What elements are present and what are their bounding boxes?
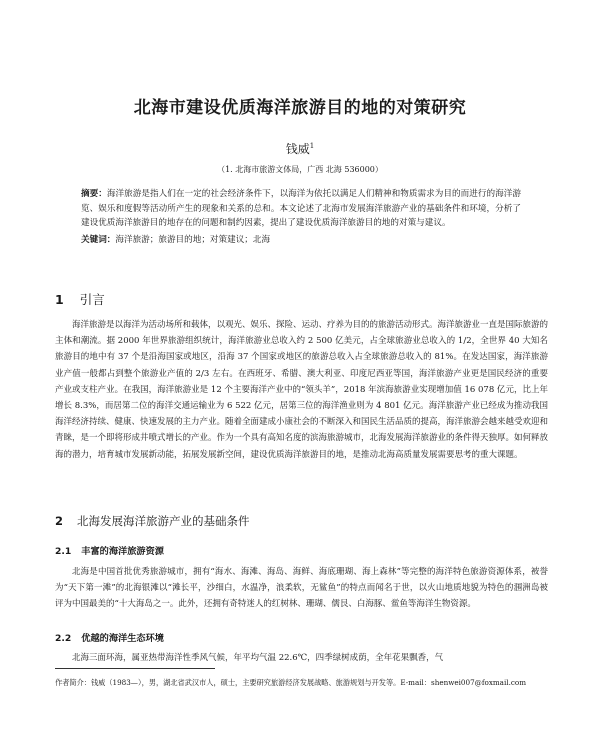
author-footnote: 作者简介：钱威（1983—），男，湖北省武汉市人，硕士，主要研究旅游经济发展战略、旅游规划与开发等。E-mail：shenwei007@foxmail.com	[55, 678, 527, 687]
author-marker: 1	[309, 142, 315, 150]
subsection-2-2-number: 2.2	[55, 633, 72, 644]
abstract-label: 摘要：	[81, 189, 107, 199]
section-1-title: 引言	[79, 292, 105, 307]
abstract-text: 海洋旅游是指人们在一定的社会经济条件下，以海洋为依托以满足人们精神和物质需求为目的而进行的海洋游览、娱乐和度假等活动所产生的现象和关系的总和。本文论述了北海市发展海洋旅游产业的基础条件和环境，分析了建设优质海洋旅游目的地存在的问题和制约因素，提出了建设优质海洋旅游目的地的对策与建议。	[81, 189, 521, 229]
section-1-paragraph: 海洋旅游是以海洋为活动场所和载体，以观光、娱乐、探险、运动、疗养为目的的旅游活动形式。海洋旅游业一直是国际旅游的主体和潮流。据 2000 年世界旅游组织统计，海洋旅游业总收入约 2 500 亿美元，占全球旅游业总收入的 1/2，全世界 40 大知名旅游目的地中有 37 个是沿海国家或地区，沿海 37 个国家或地区的旅游总收入占全球旅游总收入的 81%。在发达国家，海洋旅游业产值一般都占到整个旅游业产值的 2/3 左右。在西班牙、希腊、澳大利亚、印度尼西亚等国，海洋旅游产业更是国民经济的重要产业或支柱产业。在我国，海洋旅游业是 12 个主要海洋产业中的“领头羊”，2018 年滨海旅游业实现增加值 16 078 亿元，比上年增长 8.3%，而居第二位的海洋交通运输业为 6 522 亿元，居第三位的海洋渔业则为 4 801 亿元。海洋旅游产业已经成为推动我国海洋经济持续、健康、快速发展的主力产业。随着全面建成小康社会的不断深入和国民生活品质的提高，海洋旅游会越来越受欢迎和青睐，是一个即将形成井喷式增长的产业。作为一个具有高知名度的滨海旅游城市，北海发展海洋旅游业的条件得天独厚。如何释放海的潜力，培育城市发展新动能，拓展发展新空间，建设优质海洋旅游目的地，是推动北海高质量发展需要思考的重大课题。	[55, 320, 549, 460]
keywords-label: 关键词：	[81, 234, 116, 245]
section-2-heading	[55, 513, 250, 529]
section-1-heading	[55, 290, 105, 308]
abstract-block	[81, 187, 521, 247]
paper-title: 北海市建设优质海洋旅游目的地的对策研究	[133, 98, 467, 118]
abstract-paragraph	[81, 187, 521, 231]
subsection-2-1-title: 丰富的海洋旅游资源	[81, 546, 164, 557]
subsection-2-1-number: 2.1	[55, 546, 72, 557]
subsection-2-2-title: 优越的海洋生态环境	[81, 633, 164, 644]
footnote-rule	[55, 668, 215, 669]
subsection-2-2-paragraph: 北海三面环海，属亚热带海洋性季风气候，年平均气温 22.6℃，四季绿树成荫，全年花果飘香，气	[72, 653, 444, 663]
affiliation: （1. 北海市旅游文体局，广西 北海 536000）	[217, 165, 383, 174]
keywords-text: 海洋旅游；旅游目的地；对策建议；北海	[115, 234, 271, 245]
author-name: 钱威	[285, 142, 310, 156]
keywords-line	[81, 233, 521, 248]
subsection-2-2-heading	[55, 630, 164, 644]
subsection-2-1-paragraph: 北海是中国首批优秀旅游城市，拥有“海水、海滩、海岛、海鲜、海底珊瑚、海上森林”等完整的海洋特色旅游资源体系，被誉为“天下第一滩”的北海银滩以“滩长平，沙细白，水温净，浪柔软，无鲨鱼”的特点而闻名于世，以火山地质地貌为特色的涠洲岛被评为中国最美的“十大海岛之一。此外，还拥有奇特迷人的红树林、珊瑚、儒艮、白海豚、鲎鱼等海洋生物资源。	[55, 567, 548, 610]
section-2-number: 2	[55, 514, 64, 528]
section-1-number: 1	[55, 292, 64, 307]
author-line	[0, 140, 600, 157]
subsection-2-1-heading	[55, 543, 164, 557]
section-2-title: 北海发展海洋旅游产业的基础条件	[77, 514, 250, 528]
